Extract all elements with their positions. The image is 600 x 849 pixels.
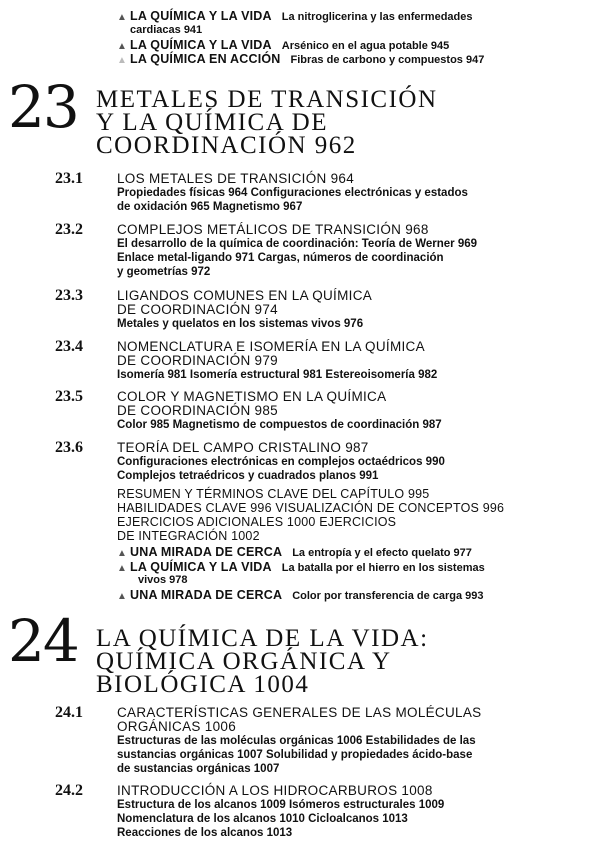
summary-line: EJERCICIOS ADICIONALES 1000 EJERCICIOS <box>117 515 397 529</box>
title-text: METALES DE TRANSICIÓN <box>96 86 438 113</box>
subsection-line: y geometrías 972 <box>117 266 211 278</box>
feature-desc: Arsénico en el agua potable 945 <box>281 40 450 52</box>
subsection-line: Color 985 Magnetismo de compuestos de coordinación 987 <box>117 419 442 431</box>
section-title: INTRODUCCIÓN A LOS HIDROCARBUROS 1008 <box>117 783 433 798</box>
title-text: LA QUÍMICA DE LA VIDA: <box>96 625 429 652</box>
subsection-line: Enlace metal-ligando 971 Cargas, números de coordinación <box>117 252 444 264</box>
section-title-cont: ORGÁNICAS 1006 <box>117 719 236 734</box>
feature-desc: Color por transferencia de carga 993 <box>292 590 484 602</box>
subsection-line: de sustancias orgánicas 1007 <box>117 763 280 775</box>
triangle-icon: ▲ <box>117 12 127 23</box>
feature-box-entry <box>117 589 484 603</box>
chapter-number: 23 <box>8 73 78 141</box>
subsection-line: El desarrollo de la química de coordinación: Teoría de Werner 969 <box>117 238 478 250</box>
feature-label: LA QUÍMICA EN ACCIÓN <box>130 52 281 66</box>
feature-label: LA QUÍMICA Y LA VIDA <box>130 560 272 574</box>
section-number: 23.6 <box>55 439 83 456</box>
title-text: Y LA QUÍMICA DE <box>96 109 328 136</box>
chapter-title-line <box>96 134 357 157</box>
summary-line: RESUMEN Y TÉRMINOS CLAVE DEL CAPÍTULO 995 <box>117 487 430 501</box>
section-number: 24.2 <box>55 782 83 799</box>
feature-desc: La entropía y el efecto quelato 977 <box>292 547 472 559</box>
subsection-line: Nomenclatura de los alcanos 1010 Cicloalcanos 1013 <box>117 813 408 825</box>
title-text: BIOLÓGICA 1004 <box>96 671 310 698</box>
section-title: COMPLEJOS METÁLICOS DE TRANSICIÓN 968 <box>117 222 429 237</box>
subsection-line: Complejos tetraédricos y cuadrados planos 991 <box>117 470 379 482</box>
triangle-icon: ▲ <box>117 41 127 52</box>
chapter-title-line <box>96 88 438 111</box>
triangle-icon: ▲ <box>117 548 127 559</box>
subsection-line: sustancias orgánicas 1007 Solubilidad y propiedades ácido-base <box>117 749 473 761</box>
section-number: 23.4 <box>55 338 83 355</box>
subsection-line: de oxidación 965 Magnetismo 967 <box>117 201 303 213</box>
triangle-icon: ▲ <box>117 591 127 602</box>
section-title: LIGANDOS COMUNES EN LA QUÍMICA <box>117 288 373 303</box>
section-title: CARACTERÍSTICAS GENERALES DE LAS MOLÉCULAS <box>117 705 482 720</box>
section-title: TEORÍA DEL CAMPO CRISTALINO 987 <box>117 440 369 455</box>
chapter-title-line <box>96 650 392 673</box>
feature-desc-cont: cardiacas 941 <box>130 24 203 36</box>
title-text: COORDINACIÓN 962 <box>96 132 357 159</box>
subsection-line: Configuraciones electrónicas en complejos octaédricos 990 <box>117 456 445 468</box>
chapter-title-line <box>96 627 429 650</box>
section-title: LOS METALES DE TRANSICIÓN 964 <box>117 171 355 186</box>
title-text: QUÍMICA ORGÁNICA Y <box>96 648 392 675</box>
section-number: 23.2 <box>55 221 83 238</box>
subsection-line: Reacciones de los alcanos 1013 <box>117 827 293 839</box>
feature-label: UNA MIRADA DE CERCA <box>130 588 283 602</box>
feature-box-entry <box>117 561 485 575</box>
section-number: 23.5 <box>55 388 83 405</box>
section-number: 23.3 <box>55 287 83 304</box>
feature-desc: Fibras de carbono y compuestos 947 <box>290 54 485 66</box>
section-title-cont: DE COORDINACIÓN 974 <box>117 302 278 317</box>
summary-line: HABILIDADES CLAVE 996 VISUALIZACIÓN DE CONCEPTOS 996 <box>117 501 505 515</box>
feature-label: LA QUÍMICA Y LA VIDA <box>130 38 272 52</box>
feature-box-entry <box>117 53 484 67</box>
section-title-cont: DE COORDINACIÓN 979 <box>117 353 278 368</box>
feature-box-entry <box>117 10 473 24</box>
feature-desc: La batalla por el hierro en los sistemas <box>281 562 485 574</box>
summary-line: DE INTEGRACIÓN 1002 <box>117 529 260 543</box>
section-number: 24.1 <box>55 704 83 721</box>
subsection-line: Estructuras de las moléculas orgánicas 1006 Estabilidades de las <box>117 735 476 747</box>
subsection-line: Estructura de los alcanos 1009 Isómeros estructurales 1009 <box>117 799 445 811</box>
feature-label: UNA MIRADA DE CERCA <box>130 545 283 559</box>
triangle-icon: ▲ <box>117 55 127 66</box>
chapter-title-line <box>96 111 328 134</box>
feature-label: LA QUÍMICA Y LA VIDA <box>130 9 272 23</box>
section-title: COLOR Y MAGNETISMO EN LA QUÍMICA <box>117 389 387 404</box>
subsection-line: Metales y quelatos en los sistemas vivos 976 <box>117 318 364 330</box>
subsection-line: Isomería 981 Isomería estructural 981 Estereoisomería 982 <box>117 369 438 381</box>
feature-box-entry <box>117 39 449 53</box>
section-title-cont: DE COORDINACIÓN 985 <box>117 403 278 418</box>
feature-desc: La nitroglicerina y las enfermedades <box>281 11 473 23</box>
chapter-title-line <box>96 673 309 696</box>
triangle-icon: ▲ <box>117 563 127 574</box>
feature-box-entry <box>117 546 472 560</box>
section-title: NOMENCLATURA E ISOMERÍA EN LA QUÍMICA <box>117 339 425 354</box>
chapter-number: 24 <box>8 607 78 675</box>
subsection-line: Propiedades físicas 964 Configuraciones electrónicas y estados <box>117 187 468 199</box>
section-number: 23.1 <box>55 170 83 187</box>
feature-desc-cont: vivos 978 <box>138 574 188 586</box>
